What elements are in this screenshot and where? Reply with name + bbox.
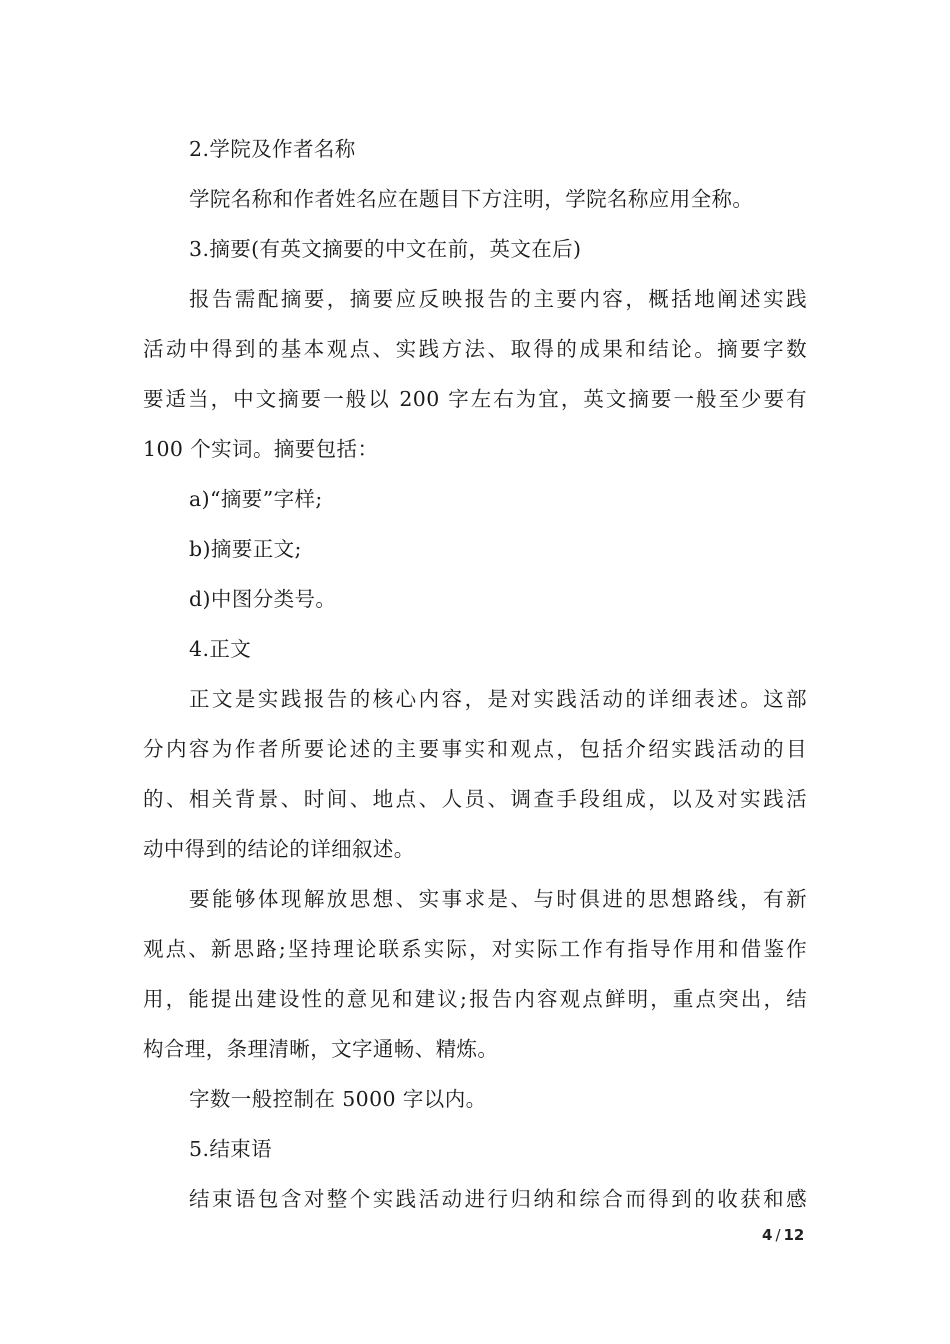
text-line: 要能够体现解放思想、实事求是、与时俱进的思想路线，有新 — [189, 887, 807, 911]
text-line: 字数一般控制在 5000 字以内。 — [189, 1087, 487, 1111]
text-line: 构合理，条理清晰，文字通畅、精炼。 — [143, 1037, 499, 1061]
text-line: 2.学院及作者名称 — [189, 137, 356, 161]
text-line: 正文是实践报告的核心内容，是对实践活动的详细表述。这部 — [189, 687, 807, 711]
text-line: 3.摘要(有英文摘要的中文在前，英文在后) — [189, 237, 582, 261]
text-line: 100 个实词。摘要包括： — [143, 437, 379, 461]
page-current: 4 — [762, 1226, 773, 1244]
text-line: 的、相关背景、时间、地点、人员、调查手段组成，以及对实践活 — [143, 787, 807, 811]
text-line: b)摘要正文; — [189, 537, 302, 561]
text-line: 4.正文 — [189, 637, 252, 661]
text-line: a)“摘要”字样; — [189, 487, 323, 511]
page-separator: / — [775, 1226, 781, 1244]
text-line: 用，能提出建设性的意见和建议;报告内容观点鲜明，重点突出，结 — [143, 987, 807, 1011]
text-line: 5.结束语 — [189, 1137, 273, 1161]
text-line: 观点、新思路;坚持理论联系实际，对实际工作有指导作用和借鉴作 — [143, 937, 807, 961]
page-total: 12 — [783, 1226, 805, 1244]
page-number — [762, 1226, 804, 1244]
text-line: 结束语包含对整个实践活动进行归纳和综合而得到的收获和感 — [189, 1187, 807, 1211]
text-line: 分内容为作者所要论述的主要事实和观点，包括介绍实践活动的目 — [143, 737, 807, 761]
text-line: 动中得到的结论的详细叙述。 — [143, 837, 415, 861]
document-body — [143, 124, 807, 1224]
text-line: 学院名称和作者姓名应在题目下方注明，学院名称应用全称。 — [189, 187, 754, 211]
text-line: 活动中得到的基本观点、实践方法、取得的成果和结论。摘要字数 — [143, 337, 807, 361]
text-line: 要适当，中文摘要一般以 200 字左右为宜，英文摘要一般至少要有 — [143, 387, 807, 411]
text-line: d)中图分类号。 — [189, 587, 337, 611]
text-line: 报告需配摘要，摘要应反映报告的主要内容，概括地阐述实践 — [189, 287, 807, 311]
